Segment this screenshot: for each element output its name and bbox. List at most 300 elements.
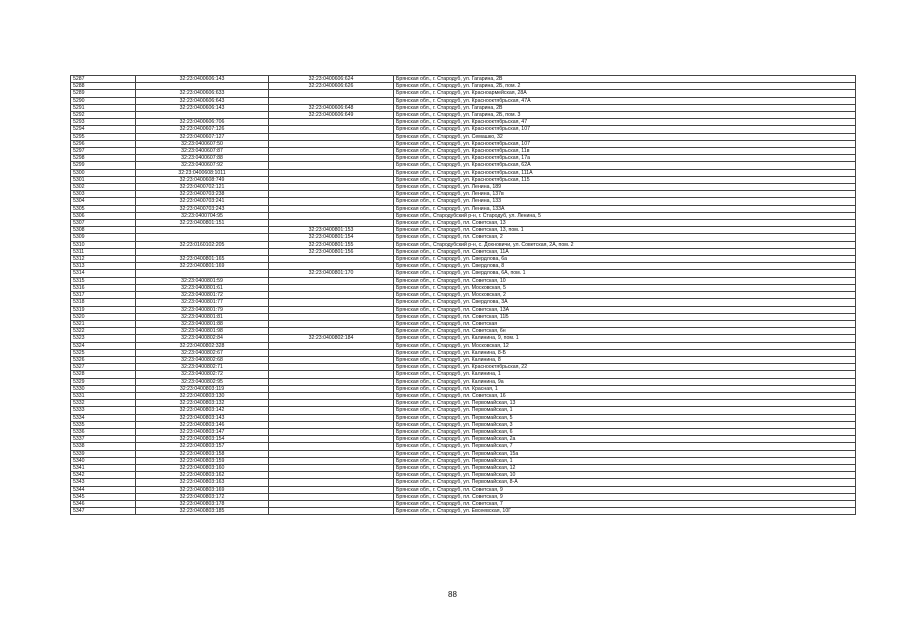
row-number-cell: 5300: [71, 169, 136, 176]
cadastral-number-cell: 32:23:0400803:147: [136, 428, 269, 435]
table-row: [71, 392, 856, 399]
related-cadastral-number-cell: [269, 320, 394, 327]
cadastral-number-cell: 32:23:0400702:121: [136, 184, 269, 191]
cadastral-number-cell: 32:23:0400803:185: [136, 508, 269, 515]
cadastral-number-cell: 32:23:0400802:72: [136, 371, 269, 378]
row-number-cell: 5287: [71, 76, 136, 83]
row-number-cell: 5347: [71, 508, 136, 515]
table-row: [71, 90, 856, 97]
address-cell: Брянская обл., г. Стародуб, ул. Первомайская, 8-А: [394, 479, 856, 486]
related-cadastral-number-cell: [269, 428, 394, 435]
table-row: [71, 104, 856, 111]
address-cell: Брянская обл., г. Стародуб, ул. Ленина, 133А: [394, 205, 856, 212]
table-row: [71, 241, 856, 248]
related-cadastral-number-cell: [269, 277, 394, 284]
related-cadastral-number-cell: [269, 284, 394, 291]
cadastral-number-cell: 32:23:0400803:119: [136, 385, 269, 392]
row-number-cell: 5337: [71, 436, 136, 443]
row-number-cell: 5345: [71, 493, 136, 500]
row-number-cell: 5299: [71, 162, 136, 169]
cadastral-number-cell: 32:23:0400803:157: [136, 443, 269, 450]
cadastral-number-cell: 32:23:0400803:162: [136, 472, 269, 479]
address-cell: Брянская обл., г. Стародуб, ул. Калинина, 8: [394, 356, 856, 363]
cadastral-number-cell: 32:23:0400803:178: [136, 500, 269, 507]
related-cadastral-number-cell: 32:23:0400801:170: [269, 270, 394, 277]
table-row: [71, 457, 856, 464]
row-number-cell: 5306: [71, 212, 136, 219]
address-cell: Брянская обл., г. Стародуб, ул. Краснооктябрьская, 107: [394, 140, 856, 147]
related-cadastral-number-cell: [269, 349, 394, 356]
related-cadastral-number-cell: [269, 220, 394, 227]
related-cadastral-number-cell: [269, 385, 394, 392]
related-cadastral-number-cell: [269, 256, 394, 263]
table-row: [71, 140, 856, 147]
table-row: [71, 414, 856, 421]
cadastral-number-cell: 32:23:0400802:71: [136, 364, 269, 371]
related-cadastral-number-cell: [269, 148, 394, 155]
address-cell: Брянская обл., г. Стародуб, ул. Гагарина, 2В: [394, 104, 856, 111]
row-number-cell: 5316: [71, 284, 136, 291]
cadastral-number-cell: 32:23:0400703:238: [136, 191, 269, 198]
table-row: [71, 428, 856, 435]
row-number-cell: 5313: [71, 263, 136, 270]
table-row: [71, 205, 856, 212]
address-cell: Брянская обл., г. Стародуб, ул. Московская, 12: [394, 342, 856, 349]
related-cadastral-number-cell: 32:23:0400801:153: [269, 227, 394, 234]
address-cell: Брянская обл., г. Стародуб, ул. Первомайская, 1: [394, 407, 856, 414]
cadastral-number-cell: 32:23:0400803:142: [136, 407, 269, 414]
related-cadastral-number-cell: [269, 400, 394, 407]
table-row: [71, 493, 856, 500]
related-cadastral-number-cell: [269, 299, 394, 306]
related-cadastral-number-cell: [269, 169, 394, 176]
table-row: [71, 371, 856, 378]
table-row: [71, 270, 856, 277]
cadastral-number-cell: 32:23:0400608:749: [136, 176, 269, 183]
address-cell: Брянская обл., г. Стародуб, пл. Советская, 13: [394, 220, 856, 227]
table-row: [71, 76, 856, 83]
related-cadastral-number-cell: [269, 508, 394, 515]
address-cell: Брянская обл., г. Стародуб, пл. Советская, 9: [394, 486, 856, 493]
row-number-cell: 5320: [71, 313, 136, 320]
table-row: [71, 313, 856, 320]
table-row: [71, 342, 856, 349]
cadastral-number-cell: 32:23:0400606:706: [136, 119, 269, 126]
related-cadastral-number-cell: 32:23:0400606:649: [269, 112, 394, 119]
table-row: [71, 184, 856, 191]
row-number-cell: 5288: [71, 83, 136, 90]
cadastral-number-cell: 32:23:0400803:146: [136, 421, 269, 428]
table-row: [71, 500, 856, 507]
row-number-cell: 5328: [71, 371, 136, 378]
related-cadastral-number-cell: [269, 176, 394, 183]
related-cadastral-number-cell: [269, 421, 394, 428]
address-cell: Брянская обл., г. Стародуб, ул. Краснооктябрьская, 111А: [394, 169, 856, 176]
page-number: 88: [448, 590, 457, 599]
row-number-cell: 5292: [71, 112, 136, 119]
row-number-cell: 5289: [71, 90, 136, 97]
row-number-cell: 5326: [71, 356, 136, 363]
table-row: [71, 263, 856, 270]
address-cell: Брянская обл., г. Стародуб, ул. Красноармейская, 28А: [394, 90, 856, 97]
row-number-cell: 5338: [71, 443, 136, 450]
address-cell: Брянская обл., г. Стародуб, ул. Гагарина, 2Б, пом. 3: [394, 112, 856, 119]
cadastral-number-cell: 32:23:0400802:68: [136, 356, 269, 363]
related-cadastral-number-cell: [269, 392, 394, 399]
table-row: [71, 306, 856, 313]
related-cadastral-number-cell: [269, 97, 394, 104]
related-cadastral-number-cell: [269, 500, 394, 507]
table-row: [71, 299, 856, 306]
address-cell: Брянская обл., г. Стародуб, пл. Советская, 10: [394, 277, 856, 284]
row-number-cell: 5331: [71, 392, 136, 399]
row-number-cell: 5341: [71, 464, 136, 471]
cadastral-number-cell: 32:23:0400803:143: [136, 414, 269, 421]
related-cadastral-number-cell: [269, 184, 394, 191]
cadastral-number-cell: 32:23:0400803:154: [136, 436, 269, 443]
table-row: [71, 479, 856, 486]
cadastral-number-cell: 32:23:0400606:143: [136, 104, 269, 111]
address-cell: Брянская обл., г. Стародуб, пл. Советская, 13А: [394, 306, 856, 313]
table-row: [71, 436, 856, 443]
address-cell: Брянская обл., г. Стародуб, ул. Первомайская, 6: [394, 428, 856, 435]
cadastral-number-cell: 32:23:0400801:151: [136, 220, 269, 227]
table-row: [71, 198, 856, 205]
address-cell: Брянская обл., г. Стародуб, ул. Ленина, 133: [394, 198, 856, 205]
related-cadastral-number-cell: [269, 212, 394, 219]
row-number-cell: 5333: [71, 407, 136, 414]
row-number-cell: 5336: [71, 428, 136, 435]
cadastral-number-cell: 32:23:0400803:158: [136, 450, 269, 457]
row-number-cell: 5309: [71, 234, 136, 241]
address-cell: Брянская обл., г. Стародуб, пл. Советская, 16: [394, 392, 856, 399]
cadastral-number-cell: 32:23:0400703:241: [136, 198, 269, 205]
address-cell: Брянская обл., г. Стародуб, ул. Первомайская, 2а: [394, 436, 856, 443]
register-table-body: [71, 76, 856, 515]
address-cell: Брянская обл., г. Стародуб, ул. Первомайская, 5: [394, 414, 856, 421]
table-row: [71, 126, 856, 133]
related-cadastral-number-cell: [269, 90, 394, 97]
related-cadastral-number-cell: 32:23:0400802:184: [269, 335, 394, 342]
address-cell: Брянская обл., г. Стародуб, пл. Советская, 9: [394, 493, 856, 500]
row-number-cell: 5323: [71, 335, 136, 342]
table-row: [71, 169, 856, 176]
table-row: [71, 328, 856, 335]
address-cell: Брянская обл., г. Стародуб, ул. Краснооктябрьская, 47А: [394, 97, 856, 104]
cadastral-number-cell: 32:23:0400801:79: [136, 306, 269, 313]
table-row: [71, 400, 856, 407]
address-cell: Брянская обл., г. Стародуб, ул. Первомайская, 10: [394, 472, 856, 479]
cadastral-number-cell: 32:23:0400801:169: [136, 263, 269, 270]
related-cadastral-number-cell: [269, 457, 394, 464]
row-number-cell: 5318: [71, 299, 136, 306]
address-cell: Брянская обл., г. Стародуб, ул. Краснооктябрьская, 17а: [394, 155, 856, 162]
cadastral-number-cell: 32:23:0400801:61: [136, 284, 269, 291]
related-cadastral-number-cell: [269, 263, 394, 270]
table-row: [71, 385, 856, 392]
related-cadastral-number-cell: [269, 443, 394, 450]
row-number-cell: 5340: [71, 457, 136, 464]
cadastral-number-cell: 32:23:0400801:72: [136, 292, 269, 299]
address-cell: Брянская обл., г. Стародуб, ул. Первомайская, 13: [394, 400, 856, 407]
row-number-cell: 5344: [71, 486, 136, 493]
cadastral-number-cell: 32:23:0400607:127: [136, 133, 269, 140]
table-row: [71, 133, 856, 140]
cadastral-number-cell: 32:23:0400607:126: [136, 126, 269, 133]
cadastral-number-cell: 32:23:0400802:328: [136, 342, 269, 349]
table-row: [71, 421, 856, 428]
address-cell: Брянская обл., г. Стародуб, ул. Гагарина, 2Б, пом. 2: [394, 83, 856, 90]
cadastral-number-cell: 32:23:0400803:132: [136, 400, 269, 407]
cadastral-number-cell: 32:23:0400801:59: [136, 277, 269, 284]
row-number-cell: 5327: [71, 364, 136, 371]
address-cell: Брянская обл., г. Стародуб, ул. Евсеевская, 10Г: [394, 508, 856, 515]
row-number-cell: 5342: [71, 472, 136, 479]
cadastral-number-cell: 32:23:0400802:67: [136, 349, 269, 356]
row-number-cell: 5298: [71, 155, 136, 162]
cadastral-number-cell: 32:23:0400607:92: [136, 162, 269, 169]
table-row: [71, 277, 856, 284]
row-number-cell: 5291: [71, 104, 136, 111]
address-cell: Брянская обл., г. Стародуб, ул. Свердлова, 6А, пом. 1: [394, 270, 856, 277]
address-cell: Брянская обл., г. Стародуб, ул. Семашко, 32: [394, 133, 856, 140]
address-cell: Брянская обл., г. Стародуб, пл. Советская, 7: [394, 500, 856, 507]
row-number-cell: 5308: [71, 227, 136, 234]
row-number-cell: 5315: [71, 277, 136, 284]
table-row: [71, 83, 856, 90]
cadastral-number-cell: 32:23:0400803:159: [136, 457, 269, 464]
cadastral-number-cell: 32:23:0400801:98: [136, 328, 269, 335]
cadastral-number-cell: 32:23:0400803:163: [136, 479, 269, 486]
table-row: [71, 191, 856, 198]
cadastral-number-cell: 32:23:0400803:172: [136, 493, 269, 500]
row-number-cell: 5329: [71, 378, 136, 385]
row-number-cell: 5339: [71, 450, 136, 457]
address-cell: Брянская обл., г. Стародуб, ул. Ленина, 189: [394, 184, 856, 191]
address-cell: Брянская обл., г. Стародуб, ул. Краснооктябрьская, 62А: [394, 162, 856, 169]
address-cell: Брянская обл., г. Стародуб, ул. Ленина, 137в: [394, 191, 856, 198]
table-row: [71, 227, 856, 234]
address-cell: Брянская обл., г. Стародуб, ул. Калинина, 8-Б: [394, 349, 856, 356]
row-number-cell: 5332: [71, 400, 136, 407]
table-row: [71, 176, 856, 183]
row-number-cell: 5307: [71, 220, 136, 227]
related-cadastral-number-cell: [269, 191, 394, 198]
row-number-cell: 5302: [71, 184, 136, 191]
table-row: [71, 464, 856, 471]
row-number-cell: 5330: [71, 385, 136, 392]
row-number-cell: 5290: [71, 97, 136, 104]
table-row: [71, 378, 856, 385]
address-cell: Брянская обл., г. Стародуб, ул. Калинина, 9, пом. 1: [394, 335, 856, 342]
address-cell: Брянская обл., г. Стародуб, пл. Советская: [394, 320, 856, 327]
table-row: [71, 97, 856, 104]
cadastral-number-cell: [136, 83, 269, 90]
table-row: [71, 212, 856, 219]
table-row: [71, 364, 856, 371]
related-cadastral-number-cell: [269, 371, 394, 378]
row-number-cell: 5321: [71, 320, 136, 327]
cadastral-number-cell: 32:23:0400801:165: [136, 256, 269, 263]
cadastral-number-cell: 32:23:0400607:87: [136, 148, 269, 155]
related-cadastral-number-cell: [269, 464, 394, 471]
related-cadastral-number-cell: 32:23:0400801:154: [269, 234, 394, 241]
row-number-cell: 5317: [71, 292, 136, 299]
table-row: [71, 472, 856, 479]
cadastral-number-cell: [136, 234, 269, 241]
address-cell: Брянская обл., г. Стародуб, ул. Свердлова, 6а: [394, 256, 856, 263]
cadastral-number-cell: 32:23:0400606:633: [136, 90, 269, 97]
cadastral-number-cell: [136, 112, 269, 119]
table-row: [71, 508, 856, 515]
address-cell: Брянская обл., Стародубский р-н, с. Дохновичи, ул. Советская, 2А, пом. 2: [394, 241, 856, 248]
table-row: [71, 335, 856, 342]
cadastral-number-cell: 32:23:0400608:1011: [136, 169, 269, 176]
address-cell: Брянская обл., г. Стародуб, ул. Краснооктябрьская, 22: [394, 364, 856, 371]
cadastral-number-cell: 32:23:0400803:160: [136, 464, 269, 471]
row-number-cell: 5311: [71, 248, 136, 255]
row-number-cell: 5295: [71, 133, 136, 140]
cadastral-number-cell: 32:23:0400704:95: [136, 212, 269, 219]
row-number-cell: 5325: [71, 349, 136, 356]
related-cadastral-number-cell: [269, 292, 394, 299]
row-number-cell: 5312: [71, 256, 136, 263]
table-row: [71, 162, 856, 169]
address-cell: Брянская обл., г. Стародуб, ул. Первомайская, 1: [394, 457, 856, 464]
address-cell: Брянская обл., г. Стародуб, ул. Краснооктябрьская, 115: [394, 176, 856, 183]
related-cadastral-number-cell: 32:23:0400606:648: [269, 104, 394, 111]
cadastral-number-cell: 32:23:0400801:77: [136, 299, 269, 306]
row-number-cell: 5296: [71, 140, 136, 147]
address-cell: Брянская обл., г. Стародуб, ул. Калинина, 1: [394, 371, 856, 378]
address-cell: Брянская обл., г. Стародуб, ул. Первомайская, 3: [394, 421, 856, 428]
table-row: [71, 119, 856, 126]
related-cadastral-number-cell: [269, 486, 394, 493]
address-cell: Брянская обл., г. Стародуб, ул. Краснооктябрьская, 47: [394, 119, 856, 126]
address-cell: Брянская обл., г. Стародуб, пл. Советская, 11Б: [394, 313, 856, 320]
table-row: [71, 292, 856, 299]
related-cadastral-number-cell: [269, 126, 394, 133]
row-number-cell: 5303: [71, 191, 136, 198]
table-row: [71, 284, 856, 291]
address-cell: Брянская обл., г. Стародуб, ул. Московская, 2: [394, 292, 856, 299]
related-cadastral-number-cell: [269, 479, 394, 486]
register-table: [70, 75, 856, 515]
address-cell: Брянская обл., г. Стародуб, ул. Первомайская, 12: [394, 464, 856, 471]
related-cadastral-number-cell: 32:23:0400606:624: [269, 76, 394, 83]
row-number-cell: 5304: [71, 198, 136, 205]
related-cadastral-number-cell: [269, 407, 394, 414]
address-cell: Брянская обл., г. Стародуб, ул. Гагарина, 2В: [394, 76, 856, 83]
table-row: [71, 356, 856, 363]
related-cadastral-number-cell: [269, 342, 394, 349]
related-cadastral-number-cell: [269, 364, 394, 371]
cadastral-number-cell: 32:23:0400703:243: [136, 205, 269, 212]
related-cadastral-number-cell: [269, 328, 394, 335]
address-cell: Брянская обл., Стародубский р-н, г. Стародуб, ул. Ленина, 5: [394, 212, 856, 219]
row-number-cell: 5322: [71, 328, 136, 335]
table-row: [71, 155, 856, 162]
cadastral-number-cell: 32:23:0400801:88: [136, 320, 269, 327]
cadastral-number-cell: 32:23:0400802:95: [136, 378, 269, 385]
related-cadastral-number-cell: [269, 155, 394, 162]
related-cadastral-number-cell: [269, 205, 394, 212]
row-number-cell: 5324: [71, 342, 136, 349]
table-row: [71, 443, 856, 450]
related-cadastral-number-cell: 32:23:0400801:156: [269, 248, 394, 255]
row-number-cell: 5314: [71, 270, 136, 277]
row-number-cell: 5346: [71, 500, 136, 507]
table-row: [71, 320, 856, 327]
related-cadastral-number-cell: [269, 450, 394, 457]
address-cell: Брянская обл., г. Стародуб, ул. Свердлова, 3А: [394, 299, 856, 306]
related-cadastral-number-cell: [269, 472, 394, 479]
related-cadastral-number-cell: [269, 414, 394, 421]
row-number-cell: 5334: [71, 414, 136, 421]
table-row: [71, 407, 856, 414]
row-number-cell: 5301: [71, 176, 136, 183]
row-number-cell: 5294: [71, 126, 136, 133]
address-cell: Брянская обл., г. Стародуб, ул. Первомайская, 15а: [394, 450, 856, 457]
address-cell: Брянская обл., г. Стародуб, пл. Советская, 2: [394, 234, 856, 241]
row-number-cell: 5305: [71, 205, 136, 212]
related-cadastral-number-cell: [269, 198, 394, 205]
address-cell: Брянская обл., г. Стародуб, пл. Советская, 11А: [394, 248, 856, 255]
related-cadastral-number-cell: [269, 133, 394, 140]
table-row: [71, 234, 856, 241]
row-number-cell: 5297: [71, 148, 136, 155]
cadastral-number-cell: 32:23:0400803:130: [136, 392, 269, 399]
table-row: [71, 248, 856, 255]
cadastral-number-cell: 32:23:0400606:643: [136, 97, 269, 104]
cadastral-number-cell: [136, 270, 269, 277]
address-cell: Брянская обл., г. Стародуб, пл. Красная, 1: [394, 385, 856, 392]
address-cell: Брянская обл., г. Стародуб, ул. Калинина, 9а: [394, 378, 856, 385]
related-cadastral-number-cell: [269, 119, 394, 126]
related-cadastral-number-cell: 32:23:0400801:155: [269, 241, 394, 248]
address-cell: Брянская обл., г. Стародуб, ул. Краснооктябрьская, 107: [394, 126, 856, 133]
cadastral-number-cell: 32:23:0400607:50: [136, 140, 269, 147]
row-number-cell: 5335: [71, 421, 136, 428]
related-cadastral-number-cell: [269, 436, 394, 443]
row-number-cell: 5310: [71, 241, 136, 248]
cadastral-number-cell: 32:23:0400607:88: [136, 155, 269, 162]
related-cadastral-number-cell: [269, 306, 394, 313]
cadastral-number-cell: 32:23:0400803:169: [136, 486, 269, 493]
table-row: [71, 256, 856, 263]
cadastral-number-cell: 32:23:0160102:205: [136, 241, 269, 248]
related-cadastral-number-cell: 32:23:0400606:626: [269, 83, 394, 90]
table-row: [71, 148, 856, 155]
address-cell: Брянская обл., г. Стародуб, ул. Московская, 5: [394, 284, 856, 291]
address-cell: Брянская обл., г. Стародуб, пл. Советская, 13, пом. 1: [394, 227, 856, 234]
row-number-cell: 5343: [71, 479, 136, 486]
cadastral-number-cell: 32:23:0400801:81: [136, 313, 269, 320]
cadastral-number-cell: 32:23:0400606:143: [136, 76, 269, 83]
cadastral-number-cell: [136, 227, 269, 234]
cadastral-number-cell: 32:23:0400802:84: [136, 335, 269, 342]
row-number-cell: 5293: [71, 119, 136, 126]
address-cell: Брянская обл., г. Стародуб, ул. Первомайская, 7: [394, 443, 856, 450]
related-cadastral-number-cell: [269, 140, 394, 147]
table-row: [71, 349, 856, 356]
table-row: [71, 112, 856, 119]
table-row: [71, 486, 856, 493]
address-cell: Брянская обл., г. Стародуб, ул. Краснооктябрьская, 11в: [394, 148, 856, 155]
cadastral-number-cell: [136, 248, 269, 255]
related-cadastral-number-cell: [269, 162, 394, 169]
related-cadastral-number-cell: [269, 493, 394, 500]
